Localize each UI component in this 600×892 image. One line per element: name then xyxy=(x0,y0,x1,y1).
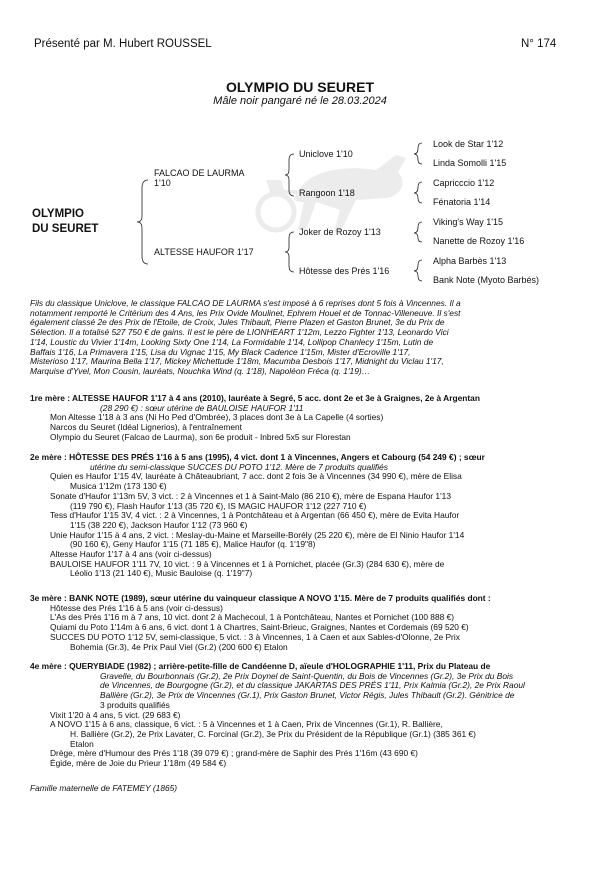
pedigree-dds: Alpha Barbès 1'13 xyxy=(433,256,507,266)
pedigree-horse-line2: DU SEURET xyxy=(32,223,99,235)
dam-line: Gravelle, du Bourbonnais (Gr.2), 2e Prix Doynel de Saint-Quentin, du Bois de Vincennes (Gr.2), 3e Prix du Bois xyxy=(100,670,514,681)
dam-heading: 4e mère : QUERYBIADE (1982) ; arrière-petite-fille de Candéenne D, aïeule d'HOLOGRAPHIE 1'11, Prix du Plateau de xyxy=(30,661,491,671)
dam-produce: Quien es Haufor 1'15 4V, lauréate à Châteaubriant, 7 acc. dont 2 fois 3e à Vincennes (34 990 €), mère de Elisa xyxy=(50,471,462,482)
pedigree-ss: Uniclove 1'10 xyxy=(299,149,353,159)
dam-produce: Égide, mère de Joie du Prieur 1'18m (49 584 €) xyxy=(50,758,227,769)
dam-produce-cont: Bohemia (Gr.3), 4e Prix Paul Viel (Gr.2) (200 600 €) Etalon xyxy=(70,641,288,652)
intro-line: Baffais 1'16, La Primavera 1'15, Lisa du Vignac 1'15, My Black Cadence 1'15m, Mister d'Ecroville 1'17, xyxy=(30,346,411,357)
pedigree-sire xyxy=(154,168,245,188)
sire-description xyxy=(30,299,575,377)
dam-line: utérine du semi-classique SUCCES DU POTO 1'12. Mère de 7 produits qualifiés xyxy=(90,461,388,472)
pedigree-ssd: Linda Somolli 1'15 xyxy=(433,158,507,168)
lot-number: N° 174 xyxy=(521,38,557,50)
intro-line: Marquise d'Yvel, Mon Cousin, lauréats, Nouchka Wind (q. 1'18), Napoléon Fréca (q. 1'19)… xyxy=(30,365,371,376)
dam-produce: Tess d'Haufor 1'15 3V, 4 vict. : 2 à Vincennes, 1 à Pontchâteau et à Argentan (66 450 €), mère de Evita Haufor xyxy=(50,510,460,521)
dam-produce: Drège, mère d'Humour des Prés 1'18 (39 079 €) ; grand-mère de Saphir des Prés 1'16m (43 690 €) xyxy=(50,748,418,759)
pedigree-sire-record: 1'10 xyxy=(154,178,171,188)
pedigree-dd: Hôtesse des Prés 1'16 xyxy=(299,266,390,276)
pedigree-ddd: Bank Note (Myoto Barbés) xyxy=(433,275,540,285)
pedigree-dsd: Nanette de Rozoy 1'16 xyxy=(433,236,525,246)
dam-line: de Vincennes, de Bourgogne (Gr.2), et du classique JAKARTAS DES PRÉS 1'11, Prix Kalmia (Gr.2), 2e Prix Raoul xyxy=(100,680,525,691)
horse-title: OLYMPIO DU SEURET xyxy=(225,79,375,95)
intro-line: 1'14, Loustic du Vivier 1'14m, Looking Sixty One 1'14, La Formidable 1'14, Lollipop Chanlecy 1'15m, Lutin de xyxy=(30,336,434,347)
dam-produce-cont: (90 160 €), Geny Haufor 1'15 (71 185 €), Malice Haufor (q. 1'19"8) xyxy=(70,539,316,550)
pedigree-sss: Look de Star 1'12 xyxy=(433,139,504,149)
pedigree-sd: Rangoon 1'18 xyxy=(299,188,355,198)
dam-produce: Quiami du Poto 1'14m à 6 ans, 6 vict. dont 1 à Chartres, Saint-Brieuc, Graignes, Nantes et Cordemais (69 520 €) xyxy=(50,622,469,633)
intro-line: Sélection. Il a totalisé 527 750 € de gains. Il est le père de LIONHEART 1'12m, Lezzo Fighter 1'13, Leonardo Vici xyxy=(30,327,449,338)
dam-produce-cont: H. Ballière (Gr.2), 2e Prix Lavater, C. Forcinal (Gr.2), 3e Prix du Président de la République (Gr.1) (385 361 €) xyxy=(70,728,476,739)
dam-heading: 2e mère : HÔTESSE DES PRÉS 1'16 à 5 ans (1995), 4 vict. dont 1 à Vincennes, Angers et Cabourg (54 249 €) ; sœur xyxy=(30,452,485,462)
intro-line: Misterioso 1'17, Maurina Bella 1'17, Mickey Michettude 1'18m, Macumba Desbois 1'17, Midnight du Viclau 1'17, xyxy=(30,356,444,367)
pedigree-sire-name: FALCAO DE LAURMA xyxy=(154,168,245,178)
dam-produce: Hôtesse des Prés 1'16 à 5 ans (voir ci-dessus) xyxy=(50,602,223,613)
maternal-family: Famille maternelle de FATEMEY (1865) xyxy=(30,783,178,793)
dam-line: 3 produits qualifiés xyxy=(100,699,170,710)
dam-produce-cont: Etalon xyxy=(70,738,94,749)
dam-produce: Altesse Haufor 1'17 à 4 ans (voir ci-dessus) xyxy=(50,549,212,560)
dam-line: (28 290 €) : sœur utérine de BAULOISE HAUFOR 1'11 xyxy=(100,402,304,413)
dam-produce-cont: (119 790 €), Flash Haufor 1'13 (35 720 €), IS MAGIC HAUFOR 1'12 (227 710 €) xyxy=(70,500,367,511)
dam-produce: Unie Haufor 1'15 à 4 ans, 2 vict. : Meslay-du-Maine et Marseille-Borély (25 220 €), mère de El Ninio Haufor 1'14 xyxy=(50,529,465,540)
dam-heading: 3e mère : BANK NOTE (1989), sœur utérine du vainqueur classique A NOVO 1'15. Mère de 7 produits qualifiés dont : xyxy=(30,593,491,603)
intro-line: également classé 2e des Prix de l'Etoile, de Croix, Jules Thibault, Pierre Plazen et Gaston Brunet, 3e du Prix de xyxy=(30,317,445,328)
fourth-dam-section xyxy=(30,662,580,769)
dam-produce: Mon Altesse 1'18 à 3 ans (Ni Ho Ped d'Ombrée), 3 places dont 3e à La Capelle (4 sorties) xyxy=(50,412,384,423)
pedigree-sdd: Fénatoria 1'14 xyxy=(433,197,491,207)
pedigree-ds: Joker de Rozoy 1'13 xyxy=(299,227,381,237)
dam-produce-cont: Musica 1'12m (173 130 €) xyxy=(70,481,167,492)
dam-produce: Vixit 1'20 à 4 ans, 5 vict. (29 683 €) xyxy=(50,709,181,720)
pedigree-horse-line1: OLYMPIO xyxy=(32,208,84,220)
dam-produce: A NOVO 1'15 à 6 ans, classique, 6 vict. : 5 à Vincennes et 1 à Caen, Prix de Vincennes (Gr.1), R. Ballière, xyxy=(50,719,443,730)
first-dam-section xyxy=(30,394,580,443)
dam-produce: Narcos du Seuret (Idéal Lignerios), à l'entraînement xyxy=(50,422,242,433)
third-dam-section xyxy=(30,594,580,652)
dam-heading: 1re mère : ALTESSE HAUFOR 1'17 à 4 ans (2010), lauréate à Segré, 5 acc. dont 2e et 3e à Graignes, 2e à Argentan xyxy=(30,393,480,403)
pedigree-dss: Viking's Way 1'15 xyxy=(433,217,503,227)
dam-produce: BAULOISE HAUFOR 1'11 7V, 10 vict. : 9 à Vincennes et 1 à Pornichet, placée (Gr.3) (284 630 €), mère de xyxy=(50,558,445,569)
dam-line: Ballière (Gr.2), 3e Prix de Vincennes (Gr.1), Prix Gaston Brunet, Victor Régis, Jules Thibault (Gr.2). Génitrice de xyxy=(100,690,515,701)
second-dam-section xyxy=(30,453,580,579)
dam-produce: L'As des Prés 1'16 m à 7 ans, 10 vict. dont 2 à Machecoul, 1 à Pontchâteau, Nantes et Pornichet (100 888 €) xyxy=(50,612,455,623)
dam-produce-cont: Léolio 1'13 (21 140 €), Music Bauloise (q. 1'19"7) xyxy=(70,568,253,579)
pedigree-sds: Capricccio 1'12 xyxy=(433,178,495,188)
dam-produce: Sonate d'Haufor 1'13m 5V, 3 vict. : 2 à Vincennes et 1 à Saint-Malo (86 210 €), mère de Espana Haufor 1'13 xyxy=(50,490,451,501)
intro-line: Fils du classique Uniclove, le classique FALCAO DE LAURMA s'est imposé à 6 reprises dont 5 fois à Vincennes. Il a xyxy=(30,298,461,308)
pedigree-dam: ALTESSE HAUFOR 1'17 xyxy=(154,247,254,257)
dam-produce-cont: 1'15 (38 220 €), Jackson Haufor 1'12 (73 960 €) xyxy=(70,519,248,530)
dam-produce: SUCCES DU POTO 1'12 5V, semi-classique, 5 vict. : 3 à Vincennes, 1 à Caen et aux Sables-d'Olonne, 2e Prix xyxy=(50,631,460,642)
presenter-text: Présenté par M. Hubert ROUSSEL xyxy=(34,38,212,50)
horse-subtitle: Mâle noir pangaré né le 28.03.2024 xyxy=(213,95,387,107)
intro-line: notamment remporté le Critérium des 4 Ans, les Prix Ovide Moulinet, Ephrem Houel et de Tonnac-Villeneuve. Il s'est xyxy=(30,307,461,318)
dam-produce: Olympio du Seuret (Falcao de Laurma), son 6e produit - Inbred 5x5 sur Florestan xyxy=(50,431,351,442)
